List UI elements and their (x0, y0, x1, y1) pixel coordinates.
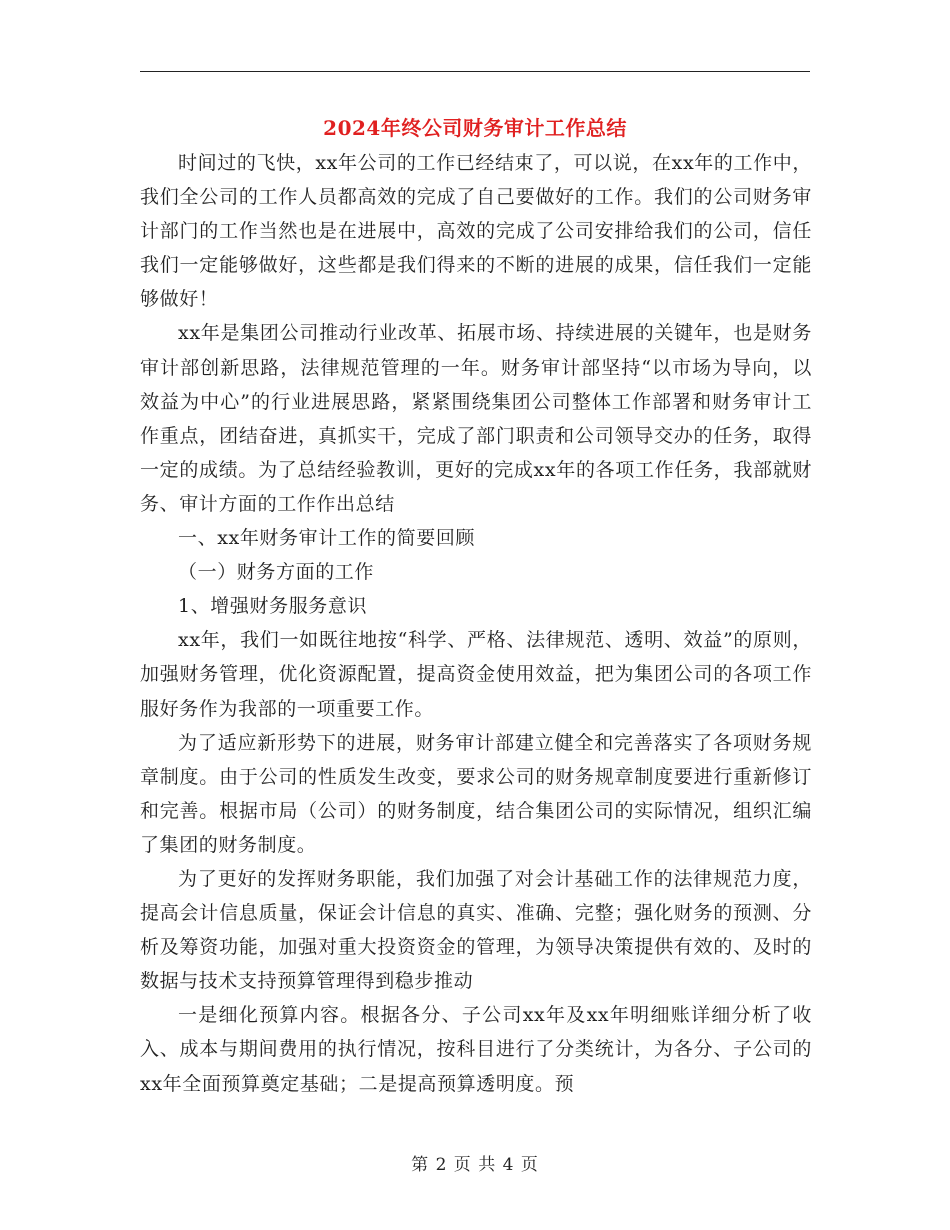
section-heading: 一、xx年财务审计工作的简要回顾 (178, 527, 476, 550)
document-title: 2024年终公司财务审计工作总结 (323, 116, 627, 140)
paragraph: xx年，我们一如既往地按“科学、严格、法律规范、透明、效益”的原则，加强财务管理，优化资源配置，提高资金使用效益，把为集团公司的各项工作服好务作为我部的一项重要工作。 (140, 629, 812, 720)
paragraph: 时间过的飞快，xx年公司的工作已经结束了，可以说，在xx年的工作中，我们全公司的工作人员都高效的完成了自己要做好的工作。我们的公司财务审计部门的工作当然也是在进展中，高效的完成了公司安排给我们的公司，信任我们一定能够做好，这些都是我们得来的不断的进展的成果，信任我们一定能够做好！ (140, 152, 812, 311)
item-heading: 1、增强财务服务意识 (178, 595, 368, 618)
paragraph: 为了更好的发挥财务职能，我们加强了对会计基础工作的法律规范力度，提高会计信息质量，保证会计信息的真实、准确、完整；强化财务的预测、分析及筹资功能，加强对重大投资资金的管理，为领导决策提供有效的、及时的数据与技术支持预算管理得到稳步推动 (140, 867, 812, 993)
paragraph: xx年是集团公司推动行业改革、拓展市场、持续进展的关键年，也是财务审计部创新思路，法律规范管理的一年。财务审计部坚持“以市场为导向，以效益为中心”的行业进展思路，紧紧围绕集团公司整体工作部署和财务审计工作重点，团结奋进，真抓实干，完成了部门职责和公司领导交办的任务，取得一定的成绩。为了总结经验教训，更好的完成xx年的各项工作任务，我部就财务、审计方面的工作作出总结 (140, 322, 812, 515)
document-body (140, 146, 812, 1101)
paragraph: 一是细化预算内容。根据各分、子公司xx年及xx年明细账详细分析了收入、成本与期间费用的执行情况，按科目进行了分类统计，为各分、子公司的xx年全面预算奠定基础；二是提高预算透明度。预 (140, 1004, 812, 1095)
page-number: 第 2 页 共 4 页 (411, 1155, 539, 1175)
subsection-heading: （一）财务方面的工作 (178, 561, 375, 584)
header-rule (140, 71, 810, 72)
paragraph: 为了适应新形势下的进展，财务审计部建立健全和完善落实了各项财务规章制度。由于公司的性质发生改变，要求公司的财务规章制度要进行重新修订和完善。根据市局（公司）的财务制度，结合集团公司的实际情况，组织汇编了集团的财务制度。 (140, 731, 812, 856)
